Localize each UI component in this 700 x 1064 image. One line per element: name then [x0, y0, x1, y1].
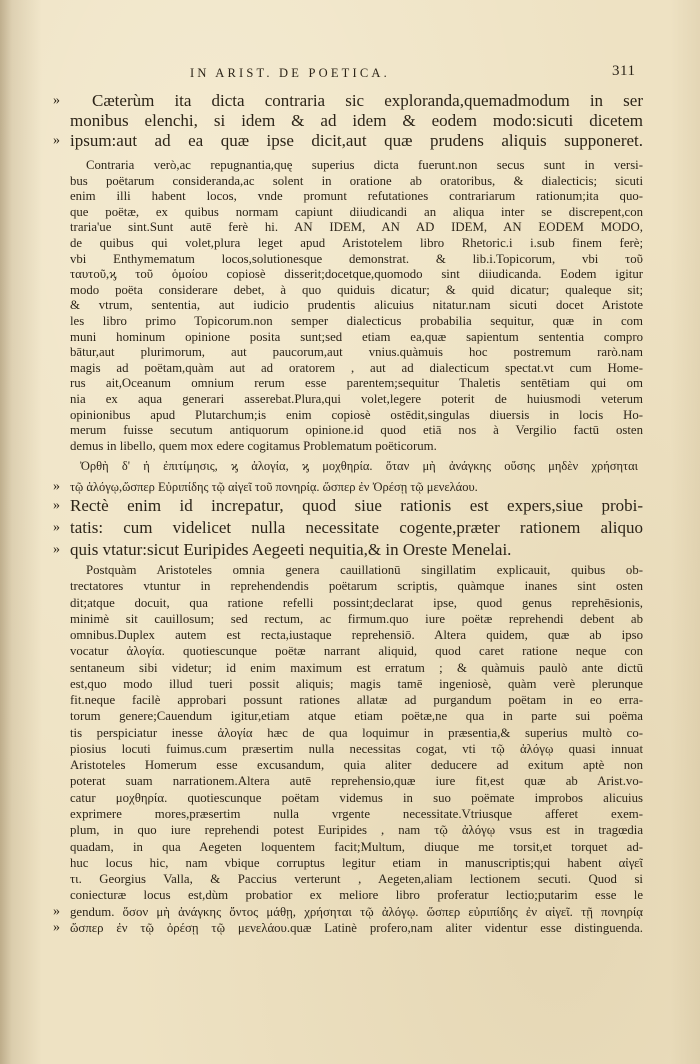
- line-text: enim illi habent locos, vnde promunt refutationes contrariarum rationum;ita quo-: [70, 189, 643, 204]
- quotation-line: [53, 495, 643, 517]
- line-text: piosius locuti fuimus.cum præsertim nulla necessitas cogat, vti τῷ ἀλόγῳ quasi innuat: [70, 741, 643, 756]
- line-text: ταυτοῦ,ϗ τοῦ ὁμοίου copiosè disserit;docetque,quomodo sint diiudicanda. Eodem igitur: [70, 267, 643, 282]
- line-text: & vtrum, sententia, aut iudicio prudentis alicuius nitatur.nam sicuti docet Aristote: [70, 298, 643, 313]
- quotation-margin-mark: »: [53, 133, 60, 148]
- quotation-line: [53, 539, 643, 561]
- quotation-margin-mark: »: [53, 542, 60, 557]
- commentary-line: [70, 423, 643, 439]
- commentary-line: [70, 298, 643, 314]
- commentary-line: [70, 189, 643, 205]
- commentary-line: [70, 855, 643, 871]
- line-text: modo poëta considerare debet, à quo quiduis dicatur; & quid dicatur; qualeque sit;: [70, 282, 643, 297]
- line-text: τῷ ἀλόγῳ,ὥσπερ Εὐριπίδης τῷ αἰγεῖ τοῦ πονηρίᾳ. ὥσπερ ἐν Ὀρέσῃ τῷ μενελάου.: [70, 479, 478, 494]
- commentary-line: [70, 562, 643, 578]
- commentary-line: [53, 919, 643, 936]
- line-text: ipsum:aut ad ea quæ ipse dicit,aut quæ prudens aliquis supponeret.: [70, 131, 643, 150]
- line-text: plum, in quo iure reprehendi potest Euripides , nam τῷ ἀλόγῳ vsus est in tragœdia: [70, 823, 643, 838]
- quotation-margin-mark: »: [53, 93, 60, 108]
- commentary-line: [70, 220, 643, 236]
- line-text: tatis: cum videlicet nulla necessitate cogente,præter rationem aliquo: [70, 518, 643, 537]
- greek-quotation-line: [53, 477, 638, 498]
- commentary-line: [70, 773, 643, 789]
- line-text: coniecturæ locus est,dùm probatior ex meliore libro proferatur lectio;putarim esse le: [70, 888, 643, 903]
- commentary-line: [70, 611, 643, 627]
- line-text: omnibus.Duplex autem est recta,iustaque reprehensiō. Altera quidem, quæ ab ipso: [70, 628, 643, 643]
- line-text: poterat suam narrationem.Altera autē reprehensio,quæ iure fit,est quæ ab Arist.vo-: [70, 774, 643, 789]
- commentary-line: [70, 839, 643, 855]
- quotation-margin-mark: »: [53, 520, 60, 535]
- commentary-line: [70, 205, 643, 221]
- commentary-line: [70, 361, 643, 377]
- quotation-margin-mark: »: [53, 498, 60, 513]
- line-text: torum genere;Cauendum igitur,etiam atque etiam poëtæ,ne qua in parte sui poëma: [70, 709, 643, 724]
- quotation-line: [53, 131, 643, 151]
- running-title: IN ARIST. DE POETICA.: [190, 66, 390, 80]
- commentary-line: [53, 903, 643, 920]
- greek-quotation-line: [70, 456, 638, 477]
- commentary-paragraph-2: [53, 562, 643, 936]
- commentary-line: [70, 267, 643, 283]
- commentary-line: [70, 439, 643, 455]
- line-text: Cæterùm ita dicta contraria sic exploranda,quemadmodum in ser: [92, 91, 643, 110]
- quotation-margin-mark: »: [53, 478, 60, 494]
- commentary-line: [70, 741, 643, 757]
- commentary-line: [70, 627, 643, 643]
- line-text: tis perspiciatur inesse ἀλογία hæc de qua loquimur in præsentia,& superius multò co-: [70, 725, 643, 740]
- quotation-margin-mark: »: [53, 903, 60, 919]
- commentary-line: [70, 345, 643, 361]
- line-text: demus in libello, quem mox edere cogitamus Problematum poëticorum.: [70, 438, 437, 453]
- line-text: que poëtæ, ex quibus normam capiunt diiudicandi an aliqua inter se discrepent,con: [70, 204, 643, 219]
- line-text: Ὀρθὴ δ' ἡ ἐπιτίμησις, ϗ ἀλογία, ϗ μοχθηρία. ὅταν μὴ ἀνάγκης οὔσης μηδὲν χρήσηται: [80, 459, 638, 473]
- line-text: vbi Enthymematum locos,solutionesque demonstrat. & lib.i.Topicorum, vbi τοῦ: [70, 251, 643, 266]
- line-text: muni hominum opinione posita sunt;sed etiam ea,quæ sapientum sententia compro: [70, 329, 643, 344]
- commentary-line: [70, 376, 643, 392]
- commentary-line: [70, 822, 643, 838]
- quotation-line: [53, 517, 643, 539]
- line-text: catur μοχθηρία. quotiescunque poëtam videmus in suo poëmate improbos alicuius: [70, 790, 643, 805]
- quotation-margin-mark: »: [53, 919, 60, 935]
- commentary-line: [70, 725, 643, 741]
- line-text: Postquàm Aristoteles omnia genera cauillationū singillatim explicauit, quibus ob-: [86, 563, 643, 577]
- aristotle-quotation-greek: [53, 456, 638, 497]
- commentary-paragraph-1: [70, 158, 643, 454]
- commentary-line: [70, 871, 643, 887]
- line-text: ὥσπερ ἐν τῷ ὀρέσῃ τῷ μενελάου.quæ Latinè profero,nam aliter videntur esse distinguenda.: [70, 920, 643, 935]
- line-text: trectatores vtuntur in reprehendendis poëtarum scriptis, quàmque inanes sint osten: [70, 579, 643, 594]
- line-text: bātur,aut plurimorum, aut paucorum,aut vnius.quàmuis hoc postremum rarò.nam: [70, 345, 643, 360]
- commentary-line: [70, 578, 643, 594]
- commentary-line: [70, 158, 643, 174]
- commentary-line: [70, 660, 643, 676]
- quotation-line: [53, 91, 643, 111]
- line-text: opinionibus apud Plutarchum;is enim copiosè ostēdit,singulas diuersis in locis Ho-: [70, 407, 643, 422]
- commentary-line: [70, 757, 643, 773]
- line-text: exprimere mores,præsertim nulla vrgente necessitate.Vtriusque afferet exem-: [70, 806, 643, 821]
- commentary-line: [70, 692, 643, 708]
- line-text: quadam, in qua Aegeten loquentem facit;Multum, diuque me torsit,et torquet ad-: [70, 839, 643, 854]
- commentary-line: [70, 643, 643, 659]
- commentary-line: [70, 252, 643, 268]
- line-text: Aristoteles Homerum esse excusandum, quia aliter deducere ad exitum aptè non: [70, 758, 643, 773]
- commentary-line: [70, 595, 643, 611]
- line-text: rus ait,Oceanum omnium rerum esse parentem;sequitur Thaletis sentētiam qui om: [70, 376, 643, 391]
- line-text: τι. Georgius Valla, & Paccius verterunt , Aegeten,aliam lectionem secuti. Quod si: [70, 872, 643, 887]
- commentary-line: [70, 708, 643, 724]
- line-text: quis vtatur:sicut Euripides Aegeeti nequitia,& in Oreste Menelai.: [70, 540, 512, 559]
- line-text: de quibus qui volet,plura leget apud Aristotelem libro Rhetoric.i i.sub finem ferè;: [70, 235, 643, 250]
- commentary-line: [70, 314, 643, 330]
- commentary-line: [70, 283, 643, 299]
- aristotle-quotation-latin-1: [53, 91, 643, 151]
- commentary-line: [70, 676, 643, 692]
- line-text: traria'ue sint.Sunt autē ferè hi. AN IDEM, AN AD IDEM, AN EODEM MODO,: [70, 220, 643, 235]
- line-text: minimè sit cauillosum; sed rectum, ac firmum.quo iure poëtæ reprehendi debent ab: [70, 611, 643, 626]
- line-text: magis ad poëtam,quàm aut ad oratorem , aut ad dialecticum spectat.vt cum Home-: [70, 360, 643, 375]
- aristotle-quotation-latin-2: [53, 495, 643, 561]
- line-text: gendum. ὅσον μὴ ἀνάγκης ὄντος μάθῃ, χρήσηται τῷ ἀλόγῳ. ὥσπερ εὐριπίδης ἐν αἰγεῖ. τῇ πονηρίᾳ: [70, 904, 643, 919]
- line-text: vocatur ἀλογία. quotiescunque poëtæ narrant aliquid, quod caret ratione neque con: [70, 644, 643, 659]
- line-text: huc locus hic, nam vbique corruptus legitur etiam in manuscriptis;qui habent αἰγεῖ: [70, 855, 643, 870]
- line-text: dit;atque docuit, qua ratione refelli possint;declarat ipse, quod genus reprehēsionis,: [70, 595, 643, 610]
- line-text: Rectè enim id increpatur, quod siue rationis est expers,siue probi-: [70, 496, 643, 515]
- line-text: nia ex aqua generari asserebat.Plura,qui volet,legere poterit de huiusmodi veterum: [70, 391, 643, 406]
- commentary-line: [70, 887, 643, 903]
- line-text: les libro primo Topicorum.non semper dialecticus probabilia sequitur, quæ in com: [70, 313, 643, 328]
- line-text: fit.neque facilè approbari possunt rationes allatæ ad purgandum poëtam in eo erra-: [70, 693, 643, 708]
- quotation-line: [70, 111, 643, 131]
- commentary-line: [70, 408, 643, 424]
- line-text: Contraria verò,ac repugnantia,quę superius dicta fuerunt.non secus sunt in versi-: [86, 158, 643, 172]
- line-text: merum fuisse secutum antiquorum opinione.id quod etiā nos à Vergilio factū osten: [70, 423, 643, 438]
- line-text: sentaneum sibi videtur; id enim maximum est erratum ; & quàmuis paulò ante dictū: [70, 660, 643, 675]
- line-text: est,quo modo illud tueri possit aliquis; magis tamē ingeniosè, quàm verè plerunque: [70, 676, 643, 691]
- page-number: 311: [612, 63, 636, 79]
- commentary-line: [70, 174, 643, 190]
- line-text: monibus elenchi, si idem & ad idem & eodem modo:sicuti dicetem: [70, 111, 643, 130]
- commentary-line: [70, 790, 643, 806]
- line-text: bus poëtarum consideranda,ac solent in oratione ab oratoribus, & dialecticis; sicuti: [70, 173, 643, 188]
- commentary-line: [70, 392, 643, 408]
- commentary-line: [70, 236, 643, 252]
- commentary-line: [70, 806, 643, 822]
- commentary-line: [70, 330, 643, 346]
